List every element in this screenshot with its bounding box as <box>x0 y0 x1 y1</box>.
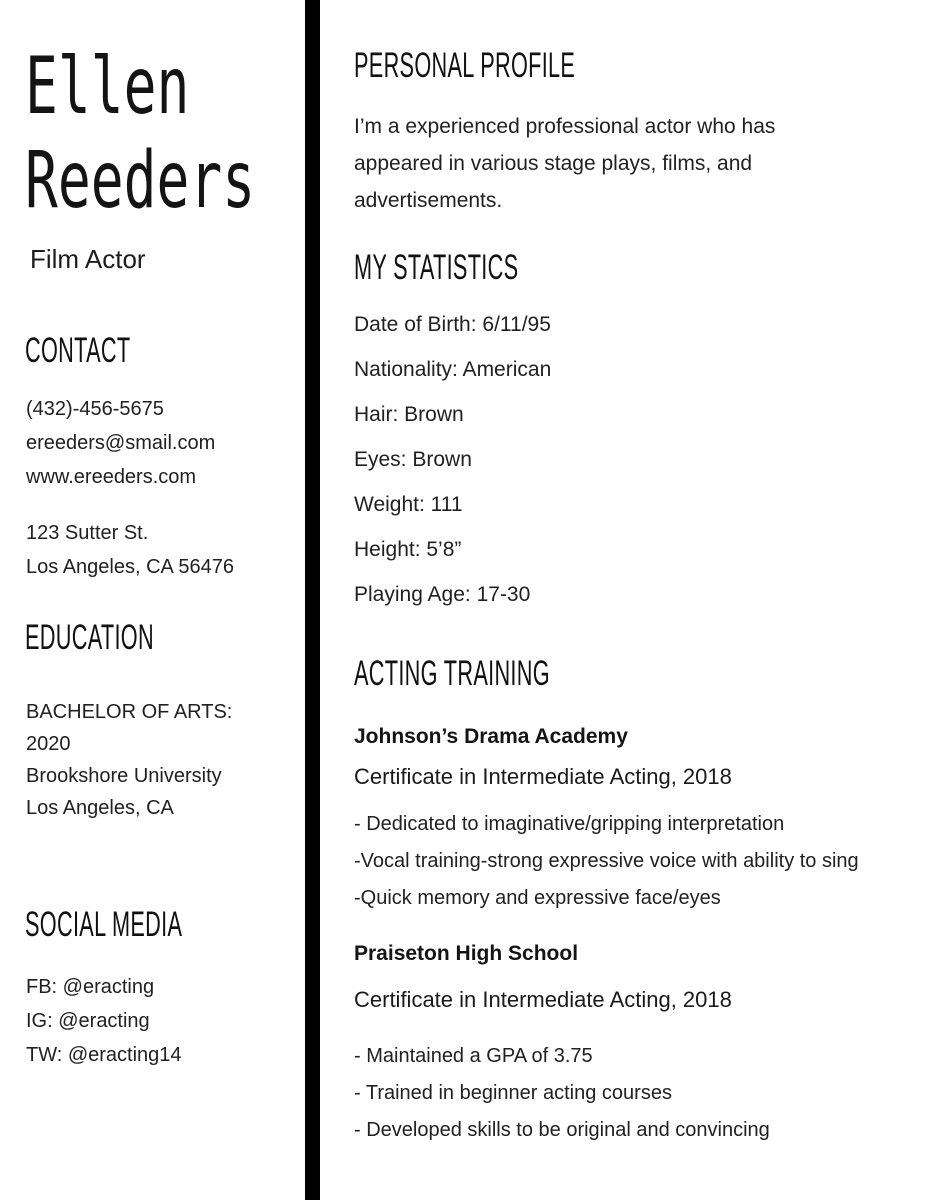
contact-block <box>26 392 215 494</box>
training-bullet: - Dedicated to imaginative/gripping interpretation <box>354 813 785 835</box>
training-bullet: - Developed skills to be original and convincing <box>354 1119 770 1141</box>
training-bullets <box>354 1038 770 1149</box>
stat-hair: Hair: Brown <box>354 403 464 426</box>
training-school-name: Praiseton High School <box>354 942 579 965</box>
training-bullet: - Maintained a GPA of 3.75 <box>354 1045 593 1067</box>
degree-line-1: BACHELOR OF ARTS: <box>26 701 233 723</box>
person-name-line-1: Ellen <box>25 42 190 132</box>
profile-text-line: appeared in various stage plays, films, and <box>354 152 753 175</box>
address-block <box>26 516 234 584</box>
stat-playing-age: Playing Age: 17-30 <box>354 583 531 606</box>
stat-height: Height: 5’8” <box>354 538 462 561</box>
stat-date-of-birth: Date of Birth: 6/11/95 <box>354 313 551 336</box>
university-location: Los Angeles, CA <box>26 797 174 819</box>
degree-line-2: 2020 <box>26 733 71 755</box>
training-certificate: Certificate in Intermediate Acting, 2018 <box>354 987 732 1012</box>
vertical-divider-bar <box>305 0 320 1200</box>
person-name <box>25 40 255 228</box>
training-bullet: -Vocal training-strong expressive voice with ability to sing <box>354 850 859 872</box>
job-title: Film Actor <box>30 244 146 274</box>
address-line-2: Los Angeles, CA 56476 <box>26 556 234 578</box>
education-block <box>26 696 232 824</box>
address-line-1: 123 Sutter St. <box>26 522 149 544</box>
university-name: Brookshore University <box>26 765 222 787</box>
personal-profile-text <box>354 108 775 219</box>
stat-eyes: Eyes: Brown <box>354 448 472 471</box>
training-bullet: - Trained in beginner acting courses <box>354 1082 672 1104</box>
email-address: ereeders@smail.com <box>26 432 216 454</box>
statistics-heading: MY STATISTICS <box>354 248 519 287</box>
website-url: www.ereeders.com <box>26 466 197 488</box>
twitter-handle: TW: @eracting14 <box>26 1044 182 1066</box>
person-name-line-2: Reeders <box>25 136 256 226</box>
education-heading: EDUCATION <box>25 618 154 657</box>
profile-text-line: I’m a experienced professional actor who has <box>354 115 776 138</box>
statistics-list <box>354 302 551 617</box>
sidebar <box>0 0 305 1200</box>
social-media-block <box>26 970 182 1072</box>
stat-weight: Weight: 111 <box>354 493 463 516</box>
personal-profile-heading: PERSONAL PROFILE <box>354 46 576 85</box>
acting-training-heading: ACTING TRAINING <box>354 654 550 693</box>
training-bullet: -Quick memory and expressive face/eyes <box>354 887 721 909</box>
facebook-handle: FB: @eracting <box>26 976 155 998</box>
contact-heading: CONTACT <box>25 331 131 370</box>
training-bullets <box>354 806 859 917</box>
training-certificate: Certificate in Intermediate Acting, 2018 <box>354 764 732 789</box>
instagram-handle: IG: @eracting <box>26 1010 150 1032</box>
phone-number: (432)-456-5675 <box>26 398 164 420</box>
stat-nationality: Nationality: American <box>354 358 552 381</box>
social-media-heading: SOCIAL MEDIA <box>25 905 183 944</box>
main-content <box>354 0 914 1200</box>
profile-text-line: advertisements. <box>354 189 503 212</box>
training-school-name: Johnson’s Drama Academy <box>354 725 628 748</box>
